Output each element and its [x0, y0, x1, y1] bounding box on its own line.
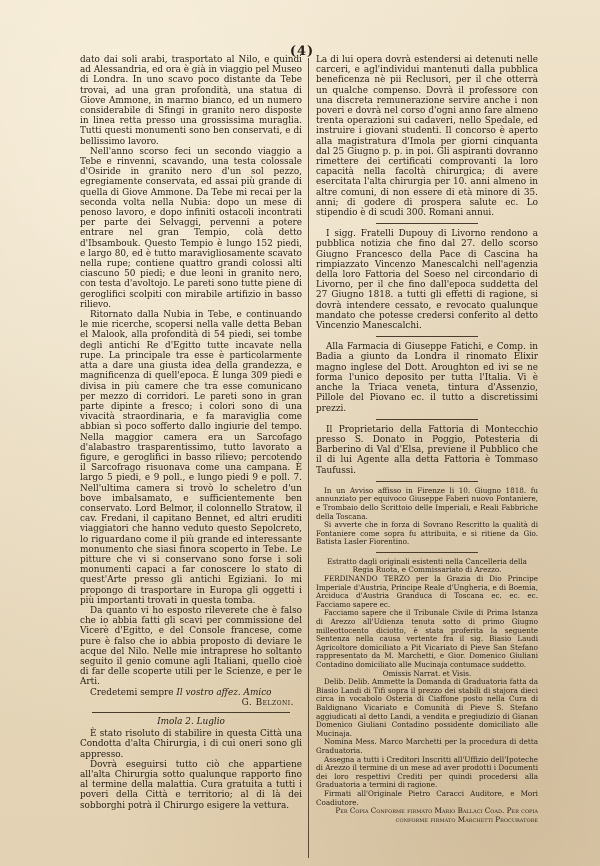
small-notice: Omissis Narrat. et Visis.	[382, 668, 472, 678]
paragraph: dato dai soli arabi, trasportato al Nilo, e quindi ad Alessandria, ed ora è già in viaggio pel Museo di Londra. In uno scavo poco distante da Tebe trovai, ad una gran profondità, una statua di Giove Ammone, in marmo bianco, ed un numero considerabile di Sfingi in granito nero disposte in linea retta presso una grossissima muraglia. Tutti questi monumenti sono ben conservati, e di bellissimo lavoro.	[80, 55, 302, 147]
divider	[376, 336, 478, 337]
small-notice: Si avverte che in forza di Sovrano Rescritto la qualità di Fontaniere come sopra fu attribuita, e si ritiene da Gio. Batista Lasler Fiorentino.	[316, 520, 538, 547]
page-number: (4)	[289, 44, 315, 59]
paragraph: La di lui opera dovrà estendersi ai detenuti nelle carceri, e agl'individui mantenuti dalla pubblica beneficenza nè pii Reclusori, per il che otterrà un qualche compenso. Dovrà il professore con una discreta remunerazione servire anche i non poveri e dovrà nel corso d'ogni anno fare almeno trenta operazioni sui cadaveri, nello Spedale, ed instruire i giovani studenti. Il concorso è aperto alla magistratura d'Imola per giorni cinquanta dal 25 Giugno p. p. in poi. Gli aspiranti dovranno rimettere dei certificati comprovanti la loro capacità nella facoltà chirurgica; di avere esercitata l'alta chirurgia per 10. anni almeno in altre comuni, di non essere di età minore di 35. anni; di godere di prospera salute ec. Lo stipendio è di scudi 300. Romani annui.	[316, 55, 538, 219]
left-column	[80, 55, 302, 811]
divider	[376, 552, 478, 553]
notice: I sigg. Fratelli Dupouy di Livorno rendono a pubblica notizia che fino dal 27. dello scorso Giugno Francesco della Pace di Cascina ha rimpiazzato Vincenzo Manescalchi nell'agenzia della loro Fattoria del Soeso nel circondario di Livorno, per il che fino dall'epoca suddetta del 27 Giugno 1818. a tutti gli effetti di ragione, si dovrà intendere cessato, e revocato qualunque mandato che potesse credersi conferito al detto Vincenzio Manescalchi.	[316, 229, 538, 332]
small-notice: Estratto dagli originali esistenti nella Cancelleria della Regia Ruota, e Commissariato di Arezzo.	[327, 556, 527, 575]
divider	[376, 419, 478, 420]
closing-italic: Il vostro affez. Amico	[176, 687, 272, 698]
signature: G. Belzoni.	[241, 697, 294, 708]
paragraph: Ritornato dalla Nubia in Tebe, e continuando le mie ricerche, scopersi nella valle detta Beban el Malook, alla profondità di 54 piedi, sei tombe degli antichi Re d'Egitto tutte incavate nella rupe. La principale tra esse è particolarmente atta a dare una giusta idea della grandezza, e magnificenza di quell'epoca. È lunga 309 piedi e divisa in più camere che tra esse comunicano per mezzo di corridori. Le pareti sono in gran parte dipinte a fresco; i colori sono di una vivacità straordinaria, e fa maraviglia come abbian sì poco sofferto dallo ingiurie del tempo. Nella maggior camera era un Sarcofago d'alabastro trasparentissimo, tutto lavorato a figure, e geroglifici in basso rilievo; percotendo il Sarcofrago risuonava come una campana. È largo 5 piedi, e 9 poll., e lungo piedi 9 e poll. 7. Nell'ultima camera si trovò lo scheletro d'un bove imbalsamato, e sufficientemente ben conservato. Lord Belmor, il colonnello Stratow, il cav. Fredani, il capitano Bennet, ed altri eruditi viaggiatori che hanno veduto questo Sepolcreto, lo riguardano come il più grande ed interessante monumento che siasi finora scoperto in Tebe. Le pitture che vi si conservano sono forse i soli monumenti capaci a far conoscere lo stato di quest'Arte presso gli antichi Egiziani. Io mi propongo di trasportare in Europa gli oggetti i più importanti trovati in questa tomba.	[80, 310, 302, 606]
small-notice: FERDINANDO TERZO per la Grazia di Dio Principe Imperiale d'Austria, Principe Reale d'Ungheria, e di Boemia, Arciduca d'Austria Granduca di Toscana ec. ec. ec. Facciamo sapere ec.	[316, 574, 538, 609]
small-notice: Delib. Delib. Ammette la Domanda di Graduatoria fatta da Biasio Landi di Tifi sopra il prezzo dei stabili di stajora dieci circa in vocabolo Osteria di Ciaffone posto nella Cura di Baldignano Vicariato e Comunità di Pieve S. Stefano aggiudicati al detto Landi, a vendita e pregiudizio di Gianan Domenico Giuliani Contadino possidente domiciliato alle Mucinaja.	[316, 677, 538, 738]
notice: Alla Farmacia di Giuseppe Fatichi, e Comp. in Badia a giunto da Londra il rinomato Elixir magno inglese del Dott. Aroughton ed ivi se ne forma l'unico deposito per tutta l'Italia. Vi è anche la Triaca veneta, tintura d'Assenzio, Pillole del Piovano ec. il tutto a discretissimi prezzi.	[316, 342, 538, 414]
small-notice: Firmati all'Originale Pietro Caracci Auditore, e Mori Coadiutore.	[316, 788, 538, 807]
paragraph: Dovrà eseguirsi tutto ciò che appartiene all'alta Chirurgia sotto qualunque rapporto fino al termine della malattia. Cura gratuita a tutti i poveri della Città e territorio; al di là dei sobborghi potrà il Chirurgo esigere la vettura.	[80, 759, 302, 811]
divider	[92, 712, 290, 713]
dateline: Imola 2. Luglio	[157, 717, 225, 727]
closing: Credetemi sempre	[90, 687, 174, 698]
divider	[376, 481, 478, 482]
legal-notices	[316, 487, 538, 825]
small-notice: Nomina Mess. Marco Marchetti per la procedura di detta Graduatoria.	[316, 737, 538, 755]
small-notice: Assegna a tutti i Creditori Inscritti all'Uffizio dell'Ipoteche di Arezzo il termine di un mese ad aver prodotti i Documenti dei loro respettivi Crediti per quindi procedersi alla Graduatoria a termini di ragione.	[316, 754, 538, 790]
small-notice: Facciamo sapere che il Tribunale Civile di Prima Istanza di Arezzo all'Udienza tenuta sotto di primo Giugno milleottocento diciotto, è stata proferita la seguente Sentenza nella causa vertente fra il sig. Biasio Laudi Agricoltore domiciliato a Pit Vicariato di Pieve San Stefano rappresentato da M. Marchetti, e Gior. Domenico Giuliani Contadino domiciliato alle Mucinaja contumace suddetto.	[316, 608, 538, 669]
small-notice: In un Avviso affisso in Firenze li 10. Giugno 1818. fu annunziato per equivoco Giuseppe Faberi nuovo Fontaniere, e Trombaio dello Scrittoio delle Imperiali, e Reali Fabbriche della Toscana.	[316, 485, 538, 521]
right-column	[316, 55, 538, 824]
divider	[376, 223, 478, 224]
paragraph: Nell'anno scorso feci un secondo viaggio a Tebe e rinvenni, scavando, una testa colossale d'Osiride in granito nero d'un sol pezzo, egregiamente conservata, ed assai più grande di quella di Giove Ammone. Da Tebe mi recai per la seconda volta nella Nubia: dopo un mese di penoso lavoro, e dopo infiniti ostacoli incontrati per parte dei Selvaggi, pervenni a potere entrare nel gran Tempio, colà detto d'Ibsambouk. Questo Tempio è lungo 152 piedi, e largo 80, ed è tutto maravigliosamente scavato nella rupe; contiene quattro grandi colossi alti ciascuno 50 piedi; e due leoni in granito nero, con testa d'avoltojo. Le pareti sono tutte piene di geroglifici scolpiti con mirabile artifizio in basso rilievo.	[80, 146, 302, 310]
paragraph: Da quanto vi ho esposto rileverete che è falso che io abbia fatti gli scavi per commissione del Vicerè d'Egitto, e del Console francese, come pure è falso che io abbia proposto di deviare le acque del Nilo. Nelle mie intraprese ho soltanto seguito il genio comune agli Italiani, quello cioè di far delle scoperte utili per le Scienze, e per le Arti.	[80, 605, 302, 688]
notice: Il Proprietario della Fattoria di Montecchio presso S. Donato in Poggio, Potesteria di Barberino di Val d'Elsa, previene il Pubblico che il di lui Agente alla detta Fattoria è Tommaso Taufussi.	[316, 424, 538, 476]
column-divider	[308, 58, 309, 858]
closing-line	[80, 688, 302, 698]
paragraph: È stato risoluto di stabilire in questa Città una Condotta d'alta Chirurgia, i di cui oneri sono gli appresso.	[80, 729, 302, 760]
footer-signature: Per Copia Conforme firmato Mario Ballaci Coad. Per copia conforme firmato Marchetti Procuratore	[335, 806, 538, 824]
